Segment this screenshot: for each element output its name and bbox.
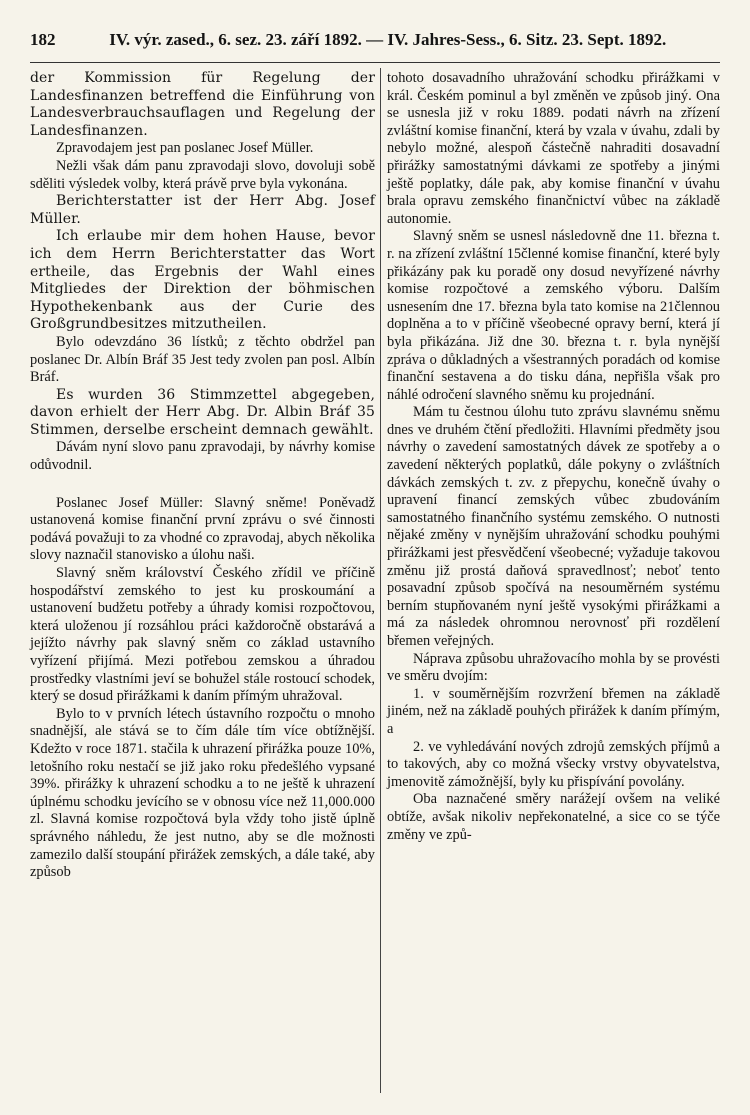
page-number: 182: [30, 30, 56, 49]
header-line: [56, 30, 721, 50]
paragraph: tohoto dosavadního uhražování schodku přirážkami v král. Českém pominul a byl změněn ve způsob jiný. Ona se usnesla již v roku 1889. podati návrh na zřízení zvláštní komise finanční, která by vzala v úvahu, zdali by nebylo možné, alespoň částečně nahraditi dosavadní přirážky samostatnými dávkami ze spotřeby a jinými ještě poplatky, dále pak, aby komise finanční v úvahu brala opravu zemského finančnictví vůbec na základě autonomie.: [387, 70, 720, 227]
paragraph: Nežli však dám panu zpravodaji slovo, dovoluji sobě sděliti výsledek volby, která právě prve byla vykonána.: [30, 157, 375, 192]
paragraph: Es wurden 36 Stimmzettel abgegeben, davon erhielt der Herr Abg. Dr. Albin Bráf 35 Stimmen, derselbe erscheint demnach gewählt.: [30, 386, 375, 438]
column-divider: [380, 68, 381, 1093]
paragraph: Zpravodajem jest pan poslanec Josef Müller.: [56, 140, 314, 157]
header-rule: [30, 62, 720, 63]
paragraph: Oba naznačené směry narážejí ovšem na veliké obtíže, avšak nikoliv nepřekonatelné, a sice co se týče změny ve způ-: [387, 791, 720, 843]
left-column: [30, 70, 375, 882]
header-german: IV. Jahres-Sess., 6. Sitz. 23. Sept. 1892.: [387, 30, 667, 49]
paragraph: Bylo odevzdáno 36 lístků; z těchto obdržel pan poslanec Dr. Albín Bráf 35 Jest tedy zvolen pan posl. Albín Bráf.: [30, 333, 375, 386]
paragraph: Berichterstatter ist der Herr Abg. Josef Müller.: [30, 193, 375, 227]
paragraph: Dávám nyní slovo panu zpravodaji, by návrhy komise odůvodnil.: [30, 439, 375, 474]
paragraph: Náprava způsobu uhražovacího mohla by se provésti ve směru dvojím:: [387, 650, 720, 685]
header-czech: IV. výr. zased., 6. sez. 23. září 1892.: [109, 30, 362, 49]
header-dash: —: [366, 30, 384, 49]
paragraph: Slavný sněm se usnesl následovně dne 11. března t. r. na zřízení zvláštní 15členné komise finanční, které byly přikázány pak ku poradě ony dosud nevyřízené návrhy komise rozpočtové a zemského výboru. Dalším usnesením dne 17. března byla tato komise na 21člennou doplněna a to v příčině všeobecné opravy berní, která jí byla přikázána. Již dne 30. března t. r. byla nynější zpráva o důkladných a všestranných poradách od komise finanční sestavena a do tisku dána, nepřišla však pro náhlé odročení slavného sněmu ku projednání.: [387, 228, 720, 403]
paragraph: Mám tu čestnou úlohu tuto zprávu slavnému sněmu dnes ve druhém čtění předložiti. Hlavními předměty jsou návrhy o zavedení samostatných dávek ze spotřeby a o zavedení některých poplatků, dále pokyny o zvláštních dávkách zemských t. zv. z přepychu, konečně úvahy o upravení financí zemských vůbec zbudováním samostatného finančního systému zemského. O nutnosti nějaké změny v nynějším uhražování schodku pouhými přirážkami jest přesvědčení všeobecné; vyžaduje takovou změnu již prostá daňová spravedlnosť; neboť tento posavadní způsob spočívá na nesouměrném systému berním stupňovaném nyní ještě vysokými přirážkami a má za následek ohromnou nerovnosť při rozdělení břemen veřejných.: [387, 404, 720, 649]
list-item: 2. ve vyhledávání nových zdrojů zemských příjmů a to takových, aby co možná všecky vrstvy obyvatelstva, jmenovitě zámožnější, byly ku přispívání povolány.: [387, 738, 720, 790]
list-item: 1. v souměrnějším rozvržení břemen na základě jiném, než na základě pouhých přirážek k daním přímým, a: [387, 685, 720, 737]
paragraph: Slavný sněm království Českého zřídil ve příčině hospodářství zemského to jest ku proskoumání a ustanovení budžetu potřeby a úhrady komisi rozpočtovou, která uloženou jí rozsáhlou práci každoročně obstarává a jejížto návrhy pak slavný sněm co základ ustavního vyřízení přijímá. Mezi potřebou zemskou a úhradou prostředky vlastními jeví se bohužel stále rostoucí schodek, který se dosud přirážkami k daním přímým uhražoval.: [30, 565, 375, 705]
paragraph: der Kommission für Regelung der Landesfinanzen betreffend die Einführung von Landesverbrauchsauflagen und Regelung der Landesfinanzen.: [30, 70, 375, 139]
paragraph: Ich erlaube mir dem hohen Hause, bevor ich dem Herrn Berichterstatter das Wort ertheile, das Ergebnis der Wahl eines Mitgliedes der Direktion der böhmischen Hypothekenbank aus der Curie des Großgrundbesitzes mitzutheilen.: [30, 228, 375, 333]
page-header: [30, 30, 720, 60]
paragraph: Bylo to v prvních létech ústavního rozpočtu o mnoho snadnější, ale stává se to čím dále tím více obtížnější. Kdežto v roce 1871. stačila k uhrazení přirážka pouze 10%, letošního roku nestačí se již jako roku předešlého vypsané 39%. přirážky k uhrazení schodku a to ne ještě k uhrazení úplnému schodku jevícího se v obnosu více než 11,000.000 zl. Slavná komise rozpočtová byla vždy toho jistě úplně správného náhledu, že jest nutno, aby se dle možnosti zamezilo další stoupání přirážek zemských, a dále také, aby způsob: [30, 705, 375, 881]
paragraph: Poslanec Josef Müller: Slavný sněme! Poněvadž ustanovená komise finanční první zprávu o své činnosti podává považuji to za vhodné co zpravodaj, abych několika slovy naznačil stanovisko a úlohu naši.: [30, 494, 375, 564]
right-column: [387, 70, 720, 844]
